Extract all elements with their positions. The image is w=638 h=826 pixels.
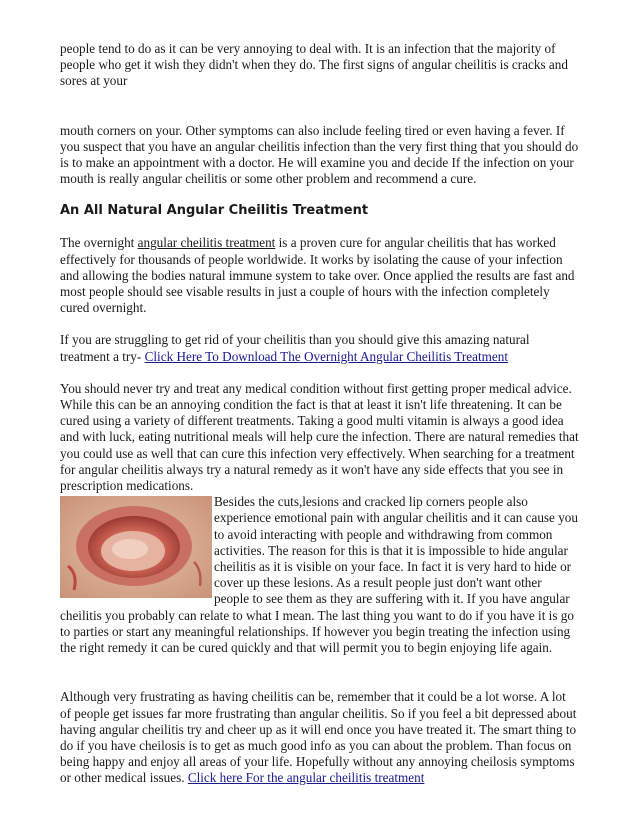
- frustrating-text: Although very frustrating as having cheilitis can be, remember that it could be a lot worse. A lot of people get issues far more frustrating than angular cheilitis. So if you feel a bit depressed about having angular cheilitis try and cheer up as it will end once you have treated it. The smart thing to do if you have cheilosis is to get as much good info as you can about the problem. Than focus on being happy and enjoy all areas of your life. Hopefully without any annoying cheilosis symptoms or other medical issues.: [60, 689, 577, 786]
- paragraph-symptoms: mouth corners on your. Other symptoms can also include feeling tired or even having a fever. If you suspect that you have an angular cheilitis infection than the very first thing that you should do is to make an appointment with a doctor. He will examine you and decide If the infection on your mouth is really angular cheilitis or some other problem and recommend a cure.: [60, 122, 579, 187]
- download-treatment-link[interactable]: Click Here To Download The Overnight Angular Cheilitis Treatment: [144, 348, 508, 364]
- mouth-photo-illustration: [60, 496, 212, 598]
- paragraph-treatment: [60, 235, 580, 316]
- treatment-text-end: is a proven cure for angular cheilitis that has worked effectively for thousands of people worldwide. It works by isolating the cause of your infection and allowing the bodies natural immune system to take over. Once applied the results are fast and most people should see visable results in just a couple of hours with the infection completely cured overnight.: [60, 235, 575, 316]
- spacer: [60, 187, 580, 203]
- spacer: [60, 656, 580, 689]
- click-here-treatment-link[interactable]: Click here For the angular cheilitis treatment: [187, 770, 425, 786]
- try-text: If you are struggling to get rid of your cheilitis than you should give this amazing natural treatment a try-: [60, 332, 530, 364]
- paragraph-advice: You should never try and treat any medical condition without first getting proper medical advice. While this can be an annoying condition the fact is that at least it isn't life threatening. It can be cured using a variety of different treatments. Taking a good multi vitamin is always a good idea and with luck, eating nutritional meals will help cure the infection. There are natural remedies that you could use as well that can cure this infection very effectively. When searching for a treatment for angular cheilitis always try a natural remedy as it won't have any side effects that you see in prescription medications.: [60, 380, 579, 494]
- spacer: [60, 316, 580, 332]
- image-wrap-section: [60, 494, 580, 656]
- spacer: [60, 365, 580, 381]
- paragraph-frustrating: [60, 689, 580, 786]
- mouth-photo: [60, 496, 212, 598]
- section-heading: An All Natural Angular Cheilitis Treatment: [60, 203, 369, 219]
- angular-cheilitis-treatment-link[interactable]: angular cheilitis treatment: [137, 235, 276, 251]
- spacer: [60, 90, 580, 123]
- paragraph-emotional: Besides the cuts,lesions and cracked lip corners people also experience emotional pain with angular cheilitis and it can cause you to avoid interacting with people and withdrawing from common activities. The reason for this is that it is impossible to hide angular cheilitis as it is visible on your face. In fact it is very hard to hide or cover up these lesions. As a result people just don't want other people to see them as they are suffering with it. If you have angular cheilitis you probably can relate to what I mean. The last thing you want to do if you have it is go to parties or start any meaningful relationships. If however you begin treating the infection using the right remedy it can be cured quickly and that will permit you to begin enjoying life again.: [60, 494, 578, 656]
- document-page: [60, 41, 580, 787]
- paragraph-intro: people tend to do as it can be very annoying to deal with. It is an infection that the majority of people who get it wish they didn't when they do. The first signs of angular cheilitis is cracks and sores at your: [60, 41, 568, 89]
- spacer: [60, 219, 580, 235]
- treatment-text-start: The overnight: [60, 235, 138, 251]
- paragraph-try: [60, 332, 580, 364]
